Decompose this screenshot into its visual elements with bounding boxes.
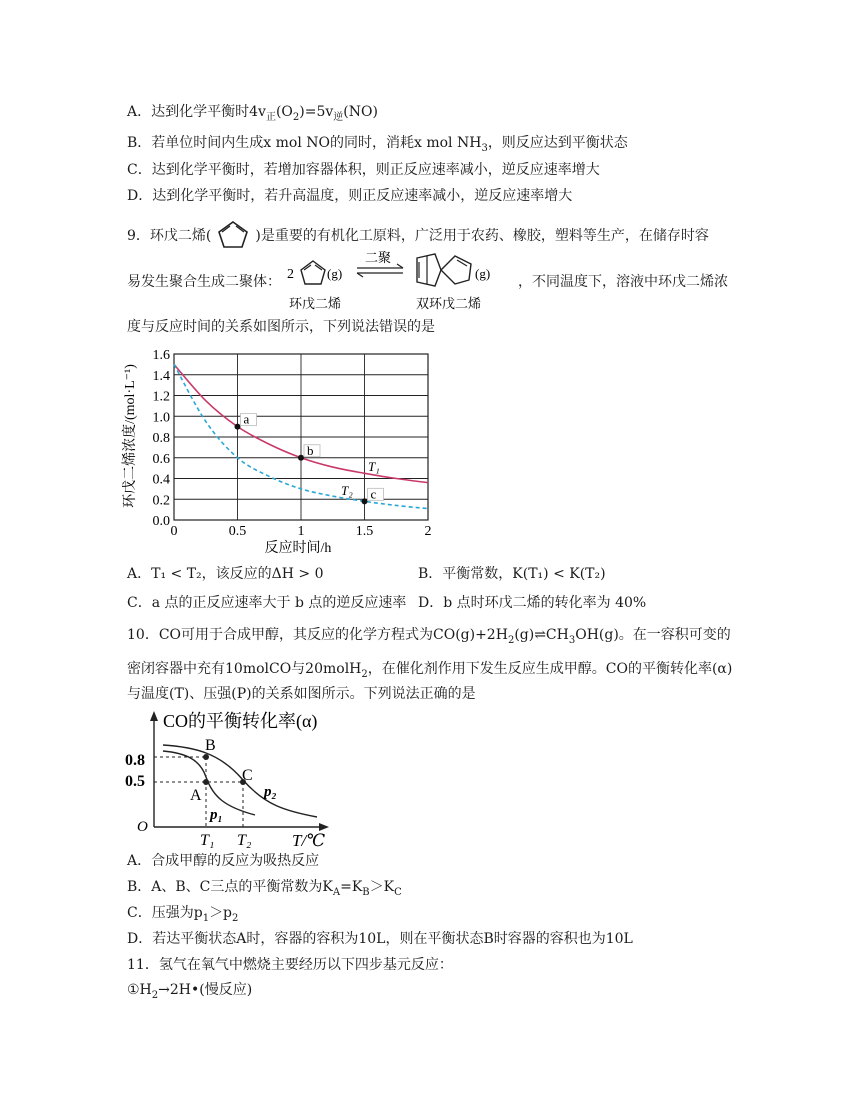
arrow-label: 二聚 [365, 250, 392, 265]
x-axis-label: 反应时间/h [264, 541, 332, 556]
y-tick-label: 0.0 [152, 514, 170, 529]
y-tick-label: 1.2 [152, 389, 170, 405]
point-label-C: C [242, 767, 253, 784]
reactant-name: 环戊二烯 [289, 296, 342, 311]
y-tick-label: 0.6 [152, 451, 170, 467]
y-tick-label: 0.4 [152, 472, 170, 488]
y-tick-0.8: 0.8 [125, 752, 145, 769]
q11-step1: $①H_2\to 2H•$(慢反应) [127, 982, 253, 1001]
q9-stem-line2-post: ，不同温度下，溶液中环戊二烯浓 [518, 274, 728, 290]
q9-stem-line1: 9．环戊二烯( )是重要的有机化工原料，广泛用于农药、橡胶，塑料等生产，在储存时容 [127, 219, 709, 249]
x-tick-label: 0.5 [228, 524, 247, 539]
y-tick-label: 1.0 [152, 410, 170, 426]
q9-stem-line3: 度与反应时间的关系如图所示，下列说法错误的是 [127, 319, 435, 335]
point-label-A: A [190, 787, 202, 804]
q11-stem: 11．氢气在氧气中燃烧主要经历以下四步基元反应： [127, 957, 453, 973]
q10-stem-line2: 密闭容器中充有10molCO与20molH$_2$，在催化剂作用下发生反应生成甲醇。CO的平衡转化率(α) [127, 661, 733, 680]
q9-option-a: A．T₁ < T₂，该反应的ΔH > 0 [127, 566, 324, 582]
series-label-p2: p₂ [264, 784, 277, 800]
x-tick-T2: T₂ [237, 832, 252, 849]
origin-label: O [137, 819, 148, 835]
phase-label-2: (g) [475, 266, 491, 281]
point-a [235, 424, 241, 430]
q8-option-c: C．达到化学平衡时，若增加容器体积，则正反应速率减小，逆反应速率增大 [127, 162, 600, 178]
q10-option-a: A．合成甲醇的反应为吸热反应 [127, 853, 320, 869]
dimerization-scheme [285, 248, 515, 314]
phase-label-1: (g) [327, 266, 343, 281]
q9-option-c: C．a 点的正反应速率大于 b 点的逆反应速率 [127, 595, 407, 611]
q10-option-d: D．若达平衡状态A时，容器的容积为10L，则在平衡状态B时容器的容积也为10L [127, 931, 633, 947]
y-axis-label: 环戊二烯浓度/(mol·L⁻¹) [123, 364, 138, 508]
cyclopentadiene-structure-icon [211, 219, 255, 249]
q9-option-b: B．平衡常数，K(T₁) < K(T₂) [418, 566, 606, 582]
curve-label-t2: T₂ [341, 483, 353, 498]
q9-stem-line2: 易发生聚合生成二聚体： [127, 274, 281, 290]
point-A [203, 779, 209, 785]
point-b [298, 455, 304, 461]
x-tick-label: 0 [170, 524, 178, 539]
chart2-title: CO的平衡转化率(α) [163, 711, 318, 731]
x-tick-label: 1 [297, 524, 305, 539]
y-tick-label: 1.6 [152, 348, 170, 363]
conversion-temperature-chart [125, 707, 355, 852]
x-tick-label: 2 [424, 524, 432, 539]
point-label-c: c [370, 486, 377, 502]
q10-stem-line1: 10．CO可用于合成甲醇，其反应的化学方程式为$CO(g)+2H_2(g)\rightleftharpoons CH_3OH(g)$。在一容积可变的 [127, 627, 731, 646]
q8-option-b: B．若单位时间内生成x mol NO的同时，消耗x mol $NH_3$，则反应达到平衡状态 [127, 135, 628, 154]
point-c [362, 498, 368, 504]
point-label-b: b [307, 442, 314, 458]
q8-option-a: A．达到化学平衡时$4v_正(O_2)=5v_逆(NO)$ [127, 104, 378, 123]
point-label-B: B [205, 737, 216, 754]
x-tick-label: 1.5 [355, 524, 374, 539]
y-tick-0.5: 0.5 [125, 773, 145, 790]
y-tick-label: 0.2 [152, 493, 170, 509]
point-B [203, 754, 209, 760]
product-name: 双环戊二烯 [416, 296, 482, 311]
x-axis-label: T/℃ [292, 831, 326, 850]
q10-option-c: C．压强为$p_1>p_2$ [127, 905, 239, 924]
concentration-time-chart [120, 340, 450, 560]
q10-stem-line3: 与温度(T)、压强(P)的关系如图所示。下列说法正确的是 [127, 686, 476, 702]
q10-option-b: B．A、B、C三点的平衡常数为$K_A=K_B>K_C$ [127, 879, 402, 898]
x-tick-T1: T₁ [200, 832, 215, 849]
y-tick-label: 1.4 [152, 368, 170, 384]
coef-label: 2 [287, 267, 294, 282]
point-label-a: a [243, 411, 250, 427]
curve-label-t1: T₁ [368, 459, 380, 474]
q9-option-d: D．b 点时环戊二烯的转化率为 40% [418, 595, 647, 611]
y-tick-label: 0.8 [152, 431, 170, 446]
series-label-p1: p₁ [210, 807, 223, 823]
q8-option-d: D．达到化学平衡时，若升高温度，则正反应速率减小，逆反应速率增大 [127, 188, 573, 204]
